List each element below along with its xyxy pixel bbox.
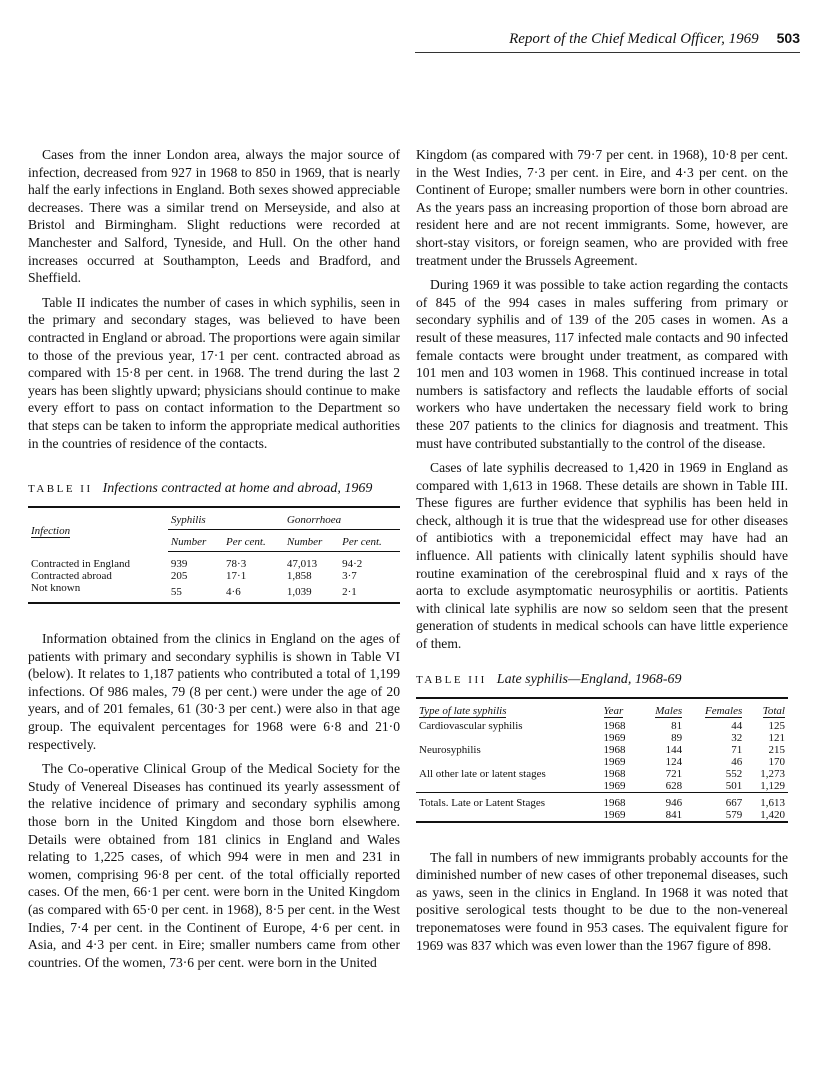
cell: 501 [725, 779, 743, 792]
table2-subheader: Per cent. [223, 530, 284, 552]
cell [416, 756, 601, 768]
cell: Cardiovascular syphilis [419, 719, 523, 732]
paragraph: Information obtained from the clinics in England on the ages of patients with primary and secondary syphilis is shown in Table VI (below). It relates to 1,187 patients who contributed a total of 1,199 infections. Of 986 males, 79 (8 per cent.) were under the age of 20 years, and of 201 females, 61 (30·3 per cent.) were also in that age group. The equivalent percentages for 1968 were 6·8 and 21·0 respectively. [28, 631, 400, 752]
cell: Totals. Late or Latent Stages [416, 792, 601, 809]
cell: 1,420 [760, 808, 785, 821]
table3-header [639, 698, 685, 720]
table2 [28, 506, 400, 604]
cell: 946 [639, 792, 685, 809]
table2-row-header: Infection [31, 525, 71, 538]
table3-header [601, 698, 640, 720]
cell: 1968 [603, 743, 626, 756]
cell: 1969 [603, 755, 626, 768]
cell [416, 809, 601, 822]
cell: 1969 [603, 731, 626, 744]
header-text: Year [603, 704, 624, 717]
cell [416, 732, 601, 744]
table3-caption [416, 671, 788, 689]
table2-title: Infections contracted at home and abroad, 1969 [102, 481, 373, 497]
cell: 1969 [603, 779, 626, 792]
table-row [416, 732, 788, 744]
table2-subheader: Number [284, 530, 339, 552]
cell: 1969 [603, 808, 626, 821]
cell: 628 [665, 779, 683, 792]
cell: Not known [31, 582, 81, 595]
table-row [28, 570, 400, 582]
table3-header [685, 698, 745, 720]
table-row [416, 744, 788, 756]
paragraph: Table II indicates the number of cases in which syphilis, seen in the primary and secondary stages, was believed to have been contracted in England or abroad. The proportions were again similar to those of the previous year, 17·1 per cent. contracted abroad as compared with 15·8 per cent. in 1968. The trend during the last 2 years has been slightly upward; physicians should continue to make every effort to pass on contact information to the Department so that steps can be taken to inform the appropriate medical authorities in the countries of residence of the contacts. [28, 294, 400, 451]
paragraph: During 1969 it was possible to take action regarding the contacts of 845 of the 994 cases in males suffering from primary or secondary syphilis and of 139 of the 205 cases in women. As a result of these measures, 117 infected male contacts and 90 infected female contacts were brought under treatment, as compared with 101 men and 103 women in 1968. This continued increase in total numbers is satisfactory and reflects the laudable efforts of social workers who have undertaken the necessary field work to bring these 207 patients to the clinics for diagnosis and treatment. This must have contributed substantially to the control of the disease. [416, 277, 788, 451]
table3-label: TABLE III [416, 673, 487, 686]
cell: 205 [170, 570, 188, 583]
cell: 94·2 [342, 558, 363, 571]
cell: 1968 [603, 767, 626, 780]
paragraph: Cases from the inner London area, always the major source of infection, decreased from 927 in 1968 to 850 in 1969, that is nearly half the early infections in England. Both sexes showed appreciable decreases. There was a similar trend on Merseyside, and also at Bristol and Birmingham. Slight reductions were recorded at Manchester and Salford, Tyneside, and Hull. On the other hand increases occurred at Southampton, Leeds and Bradford, and Sheffield. [28, 147, 400, 286]
cell [416, 780, 601, 793]
table-row [416, 720, 788, 732]
cell: 1,273 [760, 767, 785, 780]
table2-subheader: Number [168, 530, 223, 552]
cell: 55 [170, 586, 182, 599]
paragraph: The Co-operative Clinical Group of the Medical Society for the Study of Venereal Diseases has continued its yearly assessment of the relative incidence of primary and secondary syphilis among those born in the United Kingdom and those born elsewhere. Details were obtained from 181 clinics in England and Wales relating to 1,225 cases, of which 994 were in men and 231 in women, comprising 96·8 per cent. of the total officially reported cases. Of the men, 66·1 per cent. were born in the United Kingdom (as compared with 65·0 per cent. in 1968), 8·5 per cent. in the West Indies, 7·4 per cent. in the Continent of Europe, 4·6 per cent. in Asia, and 4·3 per cent. in Eire; smaller numbers came from other countries. Of the women, 73·6 per cent. were born in the United [28, 761, 400, 970]
cell: 1,613 [745, 792, 788, 809]
cell: 667 [685, 792, 745, 809]
table3-header [745, 698, 788, 720]
cell: 144 [665, 743, 683, 756]
cell: 17·1 [226, 570, 247, 583]
paragraph: Kingdom (as compared with 79·7 per cent. in 1968), 10·8 per cent. in the West Indies, 7·3 per cent. in Eire, and 4·3 per cent. on the Continent of Europe; smaller numbers were born in other countries. As the years pass an increasing proportion of those born abroad are resident here and are not recent immigrants. Some, however, are short-stay visitors, or foreign seamen, who are provided with free treatment under the Brussels Agreement. [416, 147, 788, 268]
header-text: Females [704, 704, 743, 717]
table3-header [416, 698, 601, 720]
cell: 579 [725, 808, 743, 821]
table-row [416, 756, 788, 768]
cell: 939 [170, 558, 188, 571]
table-row [28, 552, 400, 571]
cell: 552 [725, 767, 743, 780]
cell: 170 [768, 755, 785, 768]
table2-caption [28, 480, 400, 498]
cell: 721 [665, 767, 683, 780]
cell: 1968 [601, 792, 640, 809]
cell: Neurosyphilis [419, 743, 481, 756]
page-number: 503 [776, 30, 800, 46]
cell: 71 [731, 743, 743, 756]
cell: All other late or latent stages [419, 767, 546, 780]
header-text: Males [655, 704, 683, 717]
paragraph: Cases of late syphilis decreased to 1,420 in 1969 in England as compared with 1,613 in 1968. These details are shown in Table III. These figures are further evidence that syphilis has been held in check, although it is true that the widespread use for other diseases of antibiotics with a treponemicidal effect may have had an influence. All patients with clinically latent syphilis should have routine examination of the cerebrospinal fluid and x rays of the aorta to exclude asymptomatic neurosyphilis or aortitis. Patients with clinical late syphilis are now so seldom seen that the present generation of students in medical schools can have little experience of them. [416, 460, 788, 652]
table3 [416, 697, 788, 823]
cell: 1,129 [760, 779, 785, 792]
table2-subheader: Per cent. [339, 530, 400, 552]
running-title: Report of the Chief Medical Officer, 1969 [509, 31, 759, 47]
cell: 4·6 [226, 586, 241, 599]
cell: 2·1 [342, 586, 357, 599]
table2-label: TABLE II [28, 483, 93, 496]
table-row [416, 768, 788, 780]
cell: 215 [768, 743, 785, 756]
paragraph: The fall in numbers of new immigrants probably accounts for the diminished number of new cases of other treponemal diseases, such as yaws, seen in the clinics in England. In 1968 it was noted that positive serological tests thought to be due to the non-venereal treponematoses were found in 953 cases. The equivalent figure for 1969 was 837 which was even lower than the 1967 figure of 898. [416, 849, 788, 953]
cell: 89 [671, 731, 683, 744]
cell: 44 [731, 719, 743, 732]
cell: 78·3 [226, 558, 247, 571]
cell: 125 [768, 719, 785, 732]
cell: 121 [768, 731, 785, 744]
cell: Contracted abroad [31, 570, 112, 583]
table-row [416, 792, 788, 809]
running-header [415, 30, 800, 53]
cell: 3·7 [342, 570, 357, 583]
cell: 47,013 [286, 558, 318, 571]
cell: 1968 [603, 719, 626, 732]
header-text: Total [762, 704, 785, 717]
cell: 841 [665, 808, 683, 821]
table3-title: Late syphilis—England, 1968-69 [496, 671, 682, 687]
cell: 124 [665, 755, 683, 768]
cell: Contracted in England [31, 557, 130, 570]
cell: 1,858 [286, 570, 312, 583]
table2-group-gonorrhoea: Gonorrhoea [284, 507, 400, 530]
cell: 32 [731, 731, 743, 744]
cell: 46 [731, 755, 743, 768]
cell: 81 [671, 719, 683, 732]
table-row [416, 809, 788, 822]
table-row [416, 780, 788, 793]
table-row [28, 582, 400, 603]
right-column [416, 146, 788, 961]
header-text: Type of late syphilis [419, 704, 507, 717]
table2-group-syphilis: Syphilis [168, 507, 284, 530]
left-column [28, 146, 400, 978]
cell: 1,039 [286, 586, 312, 599]
